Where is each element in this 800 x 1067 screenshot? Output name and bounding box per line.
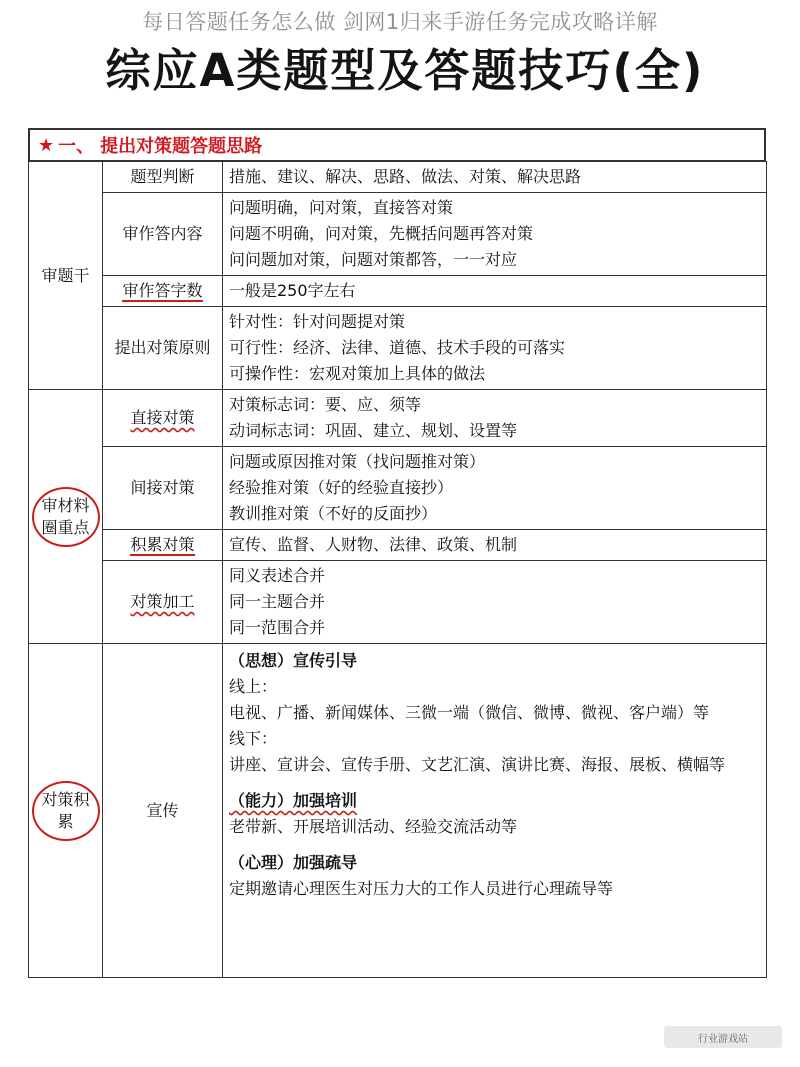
block-spacer — [229, 778, 760, 788]
content-line: 针对性：针对问题提对策 — [229, 312, 406, 331]
table-row — [29, 561, 767, 644]
table-row — [29, 162, 767, 193]
subcategory-label: 审作答内容 — [122, 224, 203, 243]
content-line: 可行性：经济、法律、道德、技术手段的可落实 — [229, 338, 566, 357]
content-line: 问题不明确，问对策，先概括问题再答对策 — [229, 224, 534, 243]
table-row — [29, 644, 767, 978]
content-line: 对策标志词：要、应、须等 — [229, 395, 422, 414]
content-cell — [223, 193, 767, 276]
category-label: 审题干 — [41, 265, 90, 285]
table-row — [29, 307, 767, 390]
handwritten-title: 综应A类题型及答题技巧(全) — [105, 44, 705, 97]
watermark-logo: 行业游戏站 — [664, 1026, 782, 1048]
section-number: 一、 — [58, 136, 95, 157]
content-line: 一般是250字左右 — [229, 281, 356, 300]
content-line: 定期邀请心理医生对压力大的工作人员进行心理疏导等 — [229, 879, 614, 898]
table-row — [29, 276, 767, 307]
content-line: 问问题加对策，问题对策都答，一一对应 — [229, 250, 518, 269]
content-line: 电视、广播、新闻媒体、三微一端（微信、微博、微视、客户端）等 — [229, 703, 710, 722]
table-row — [29, 193, 767, 276]
table-row — [29, 390, 767, 447]
subcategory-label: 对策加工 — [130, 592, 195, 611]
category-label: 审材料圈重点 — [32, 487, 100, 547]
category-cell — [29, 162, 103, 390]
content-line: 宣传、监督、人财物、法律、政策、机制 — [229, 535, 518, 554]
strategy-table — [28, 128, 766, 978]
section-title: 提出对策题答题思路 — [100, 136, 263, 157]
content-line: 教训推对策（不好的反面抄） — [229, 504, 438, 523]
category-label: 对策积累 — [32, 781, 100, 841]
article-title: 每日答题任务怎么做 剑网1归来手游任务完成攻略详解 — [142, 10, 658, 34]
content-line: 线下： — [229, 729, 278, 748]
section-header — [28, 128, 766, 161]
star-icon: ★ — [38, 134, 55, 156]
content-cell — [223, 530, 767, 561]
subcategory-cell — [103, 530, 223, 561]
content-cell — [223, 644, 767, 978]
subcategory-cell — [103, 276, 223, 307]
content-line: 问题明确，问对策，直接答对策 — [229, 198, 454, 217]
subcategory-label: 审作答字数 — [122, 281, 203, 300]
content-line: 可操作性：宏观对策加上具体的做法 — [229, 364, 486, 383]
subcategory-cell — [103, 561, 223, 644]
content-line: 同义表述合并 — [229, 566, 326, 585]
content-cell — [223, 561, 767, 644]
category-cell — [29, 390, 103, 644]
block-spacer — [229, 840, 760, 850]
subcategory-cell — [103, 447, 223, 530]
content-cell — [223, 447, 767, 530]
block-heading: （能力）加强培训 — [229, 791, 358, 810]
subcategory-cell — [103, 644, 223, 978]
subcategory-cell — [103, 193, 223, 276]
content-cell — [223, 390, 767, 447]
subcategory-cell — [103, 162, 223, 193]
subcategory-cell — [103, 307, 223, 390]
content-line: 动词标志词：巩固、建立、规划、设置等 — [229, 421, 518, 440]
content-line: 措施、建议、解决、思路、做法、对策、解决思路 — [229, 167, 582, 186]
subcategory-label: 提出对策原则 — [114, 338, 211, 357]
content-cell — [223, 276, 767, 307]
table-row — [29, 447, 767, 530]
content-line: 老带新、开展培训活动、经验交流活动等 — [229, 817, 518, 836]
subcategory-label: 宣传 — [146, 800, 179, 820]
content-line: 同一主题合并 — [229, 592, 326, 611]
content-line: 线上： — [229, 677, 278, 696]
subcategory-label: 直接对策 — [130, 408, 195, 427]
block-heading: （思想）宣传引导 — [229, 651, 358, 670]
table-row — [29, 530, 767, 561]
content-line: 问题或原因推对策（找问题推对策） — [229, 452, 486, 471]
content-cell — [223, 162, 767, 193]
block-heading: （心理）加强疏导 — [229, 853, 358, 872]
content-cell — [223, 307, 767, 390]
content-line: 经验推对策（好的经验直接抄） — [229, 478, 454, 497]
subcategory-cell — [103, 390, 223, 447]
subcategory-label: 积累对策 — [130, 535, 195, 554]
category-cell — [29, 644, 103, 978]
content-line: 讲座、宣讲会、宣传手册、文艺汇演、演讲比赛、海报、展板、横幅等 — [229, 755, 726, 774]
subcategory-label: 题型判断 — [130, 167, 195, 186]
content-grid — [28, 161, 767, 978]
subcategory-label: 间接对策 — [130, 478, 195, 497]
content-line: 同一范围合并 — [229, 618, 326, 637]
